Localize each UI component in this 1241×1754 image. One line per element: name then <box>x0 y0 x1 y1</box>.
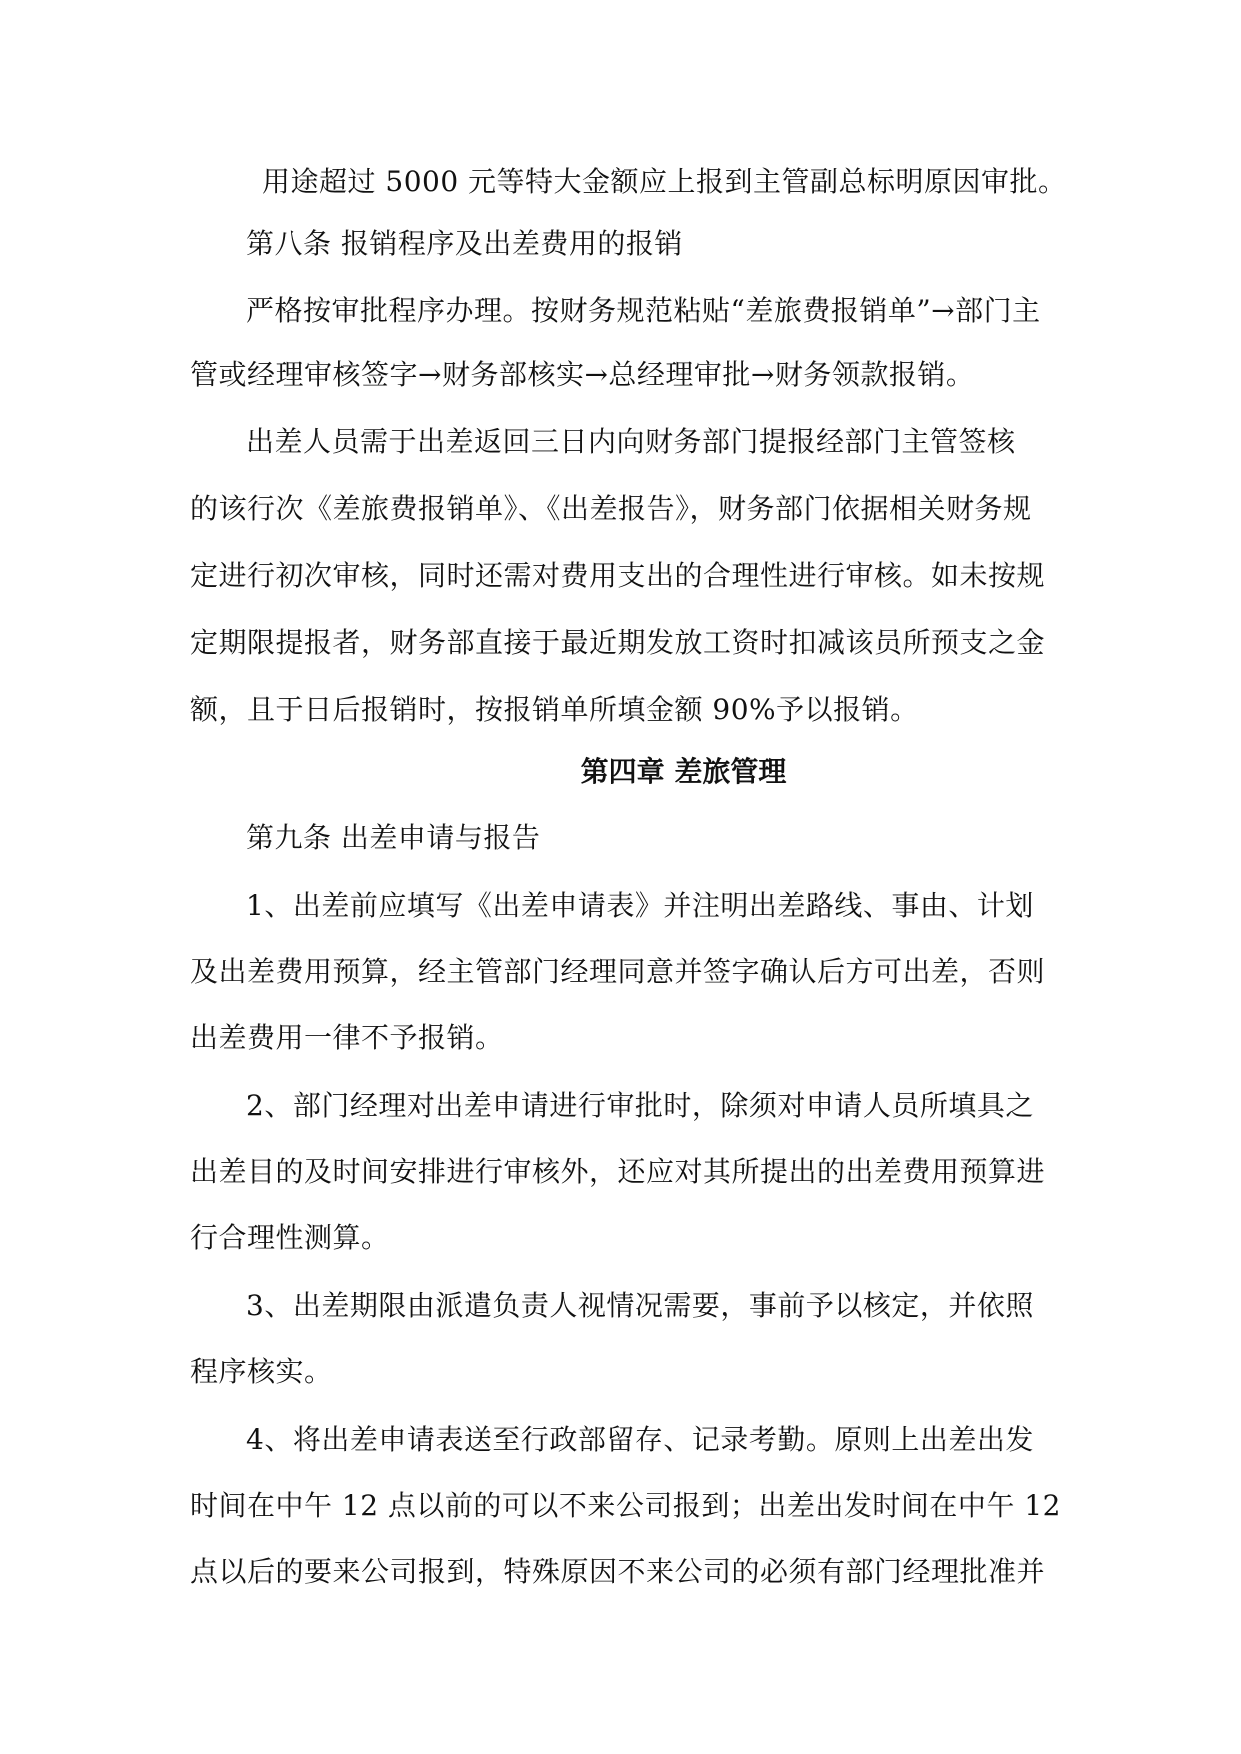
list-item-1: 1、出差前应填写《出差申请表》并注明出差路线、事由、计划 <box>246 889 1034 922</box>
list-item-3: 3、出差期限由派遣负责人视情况需要，事前予以核定，并依照 <box>246 1289 1034 1322</box>
paragraph-line: 额，且于日后报销时，按报销单所填金额 90%予以报销。 <box>190 693 919 726</box>
paragraph-line: 管或经理审核签字→财务部核实→总经理审批→财务领款报销。 <box>190 358 975 391</box>
article-8-heading: 第八条 报销程序及出差费用的报销 <box>246 227 683 260</box>
paragraph-line: 定期限提报者，财务部直接于最近期发放工资时扣减该员所预支之金 <box>190 626 1046 659</box>
article-9-heading: 第九条 出差申请与报告 <box>246 821 541 854</box>
paragraph-line: 定进行初次审核，同时还需对费用支出的合理性进行审核。如未按规 <box>190 559 1046 592</box>
paragraph-line: 用途超过 5000 元等特大金额应上报到主管副总标明原因审批。 <box>262 165 1067 198</box>
paragraph-line: 出差人员需于出差返回三日内向财务部门提报经部门主管签核 <box>246 425 1016 458</box>
paragraph-line: 点以后的要来公司报到，特殊原因不来公司的必须有部门经理批准并 <box>190 1555 1046 1588</box>
chapter-4-heading: 第四章 差旅管理 <box>580 755 787 788</box>
list-item-4: 4、将出差申请表送至行政部留存、记录考勤。原则上出差出发 <box>246 1423 1034 1456</box>
paragraph-line: 出差费用一律不予报销。 <box>190 1021 504 1054</box>
paragraph-line: 严格按审批程序办理。按财务规范粘贴“差旅费报销单”→部门主 <box>246 294 1041 327</box>
paragraph-line: 的该行次《差旅费报销单》、《出差报告》，财务部门依据相关财务规 <box>190 492 1032 525</box>
paragraph-line: 及出差费用预算，经主管部门经理同意并签字确认后方可出差，否则 <box>190 955 1046 988</box>
list-item-2: 2、部门经理对出差申请进行审批时，除须对申请人员所填具之 <box>246 1089 1034 1122</box>
paragraph-line: 时间在中午 12 点以前的可以不来公司报到；出差出发时间在中午 12 <box>190 1489 1061 1522</box>
paragraph-line: 行合理性测算。 <box>190 1221 390 1254</box>
paragraph-line: 程序核实。 <box>190 1355 333 1388</box>
paragraph-line: 出差目的及时间安排进行审核外，还应对其所提出的出差费用预算进 <box>190 1155 1046 1188</box>
